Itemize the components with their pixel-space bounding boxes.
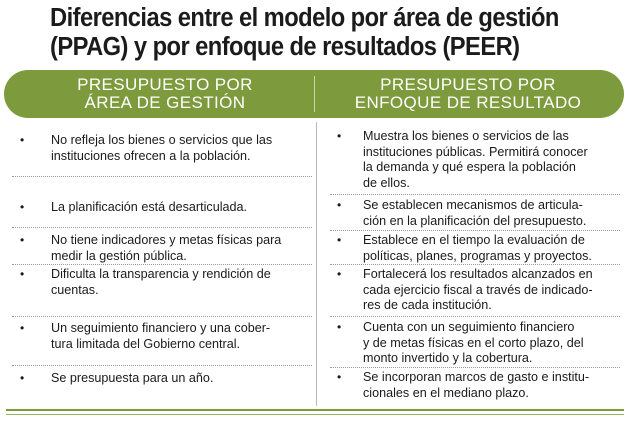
item-line: Muestra los bienes o servicios de las (363, 129, 569, 143)
item-line: medir la gestión pública. (51, 248, 187, 263)
row-separator (330, 194, 620, 195)
left-list-item (20, 267, 304, 298)
item-line: Establece en el tiempo la evaluación de (363, 233, 585, 247)
column-divider (316, 122, 317, 406)
item-line: instituciones ofrecen a la población. (51, 148, 251, 163)
bullet: • (20, 321, 25, 335)
bullet: • (20, 267, 25, 281)
item-line: la demanda y qué espera la población (363, 160, 576, 175)
left-header-line-2: ÁREA DE GESTIÓN (84, 92, 246, 112)
bottom-rule-thin (6, 414, 624, 415)
item-line: cuentas. (51, 282, 99, 297)
item-line: políticas, planes, programas y proyectos. (363, 248, 592, 263)
header-divider (314, 76, 315, 112)
left-list-item (20, 371, 304, 387)
item-line: Fortalecerá los resultados alcanzados en (363, 267, 593, 281)
bullet: • (337, 198, 342, 212)
bullet: • (337, 370, 342, 384)
row-separator (12, 176, 312, 177)
row-separator (330, 264, 620, 265)
row-separator (12, 365, 312, 366)
item-line: No refleja los bienes o servicios que las (51, 133, 273, 147)
left-column-header (40, 76, 290, 111)
item-line: Cuenta con un seguimiento financiero (363, 320, 575, 334)
item-line: res de cada institución. (363, 298, 492, 313)
bullet: • (20, 233, 25, 247)
item-line: monto invertido y la cobertura. (363, 351, 533, 366)
right-list-item (337, 129, 623, 191)
item-line: tura limitada del Gobierno central. (51, 336, 241, 351)
bullet: • (337, 320, 342, 334)
right-list-item (337, 370, 623, 401)
bottom-rule (6, 409, 624, 411)
item-line: de ellos. (363, 175, 410, 190)
bullet: • (337, 267, 342, 281)
item-line: cionales en el mediano plazo. (363, 385, 529, 400)
row-separator (12, 227, 312, 228)
item-line: Dificulta la transparencia y rendición de (51, 267, 271, 281)
item-line: Se presupuesta para un año. (51, 371, 214, 385)
title-line-1: Diferencias entre el modelo por área de gestión (50, 4, 559, 32)
row-separator (12, 316, 312, 317)
title-line-2: (PPAG) y por enfoque de resultados (PEER) (50, 33, 520, 61)
right-column-header (332, 76, 604, 111)
item-line: Un seguimiento financiero y una cober- (51, 321, 271, 335)
bullet: • (337, 233, 342, 247)
item-line: La planificación está desarticulada. (51, 200, 248, 214)
row-separator (330, 316, 620, 317)
item-line: Se establecen mecanismos de articula- (363, 198, 583, 212)
item-line: Se incorporan marcos de gasto e institu- (363, 370, 590, 384)
page-title (50, 4, 580, 62)
left-header-line-1: PRESUPUESTO POR (77, 75, 253, 94)
bullet: • (337, 129, 342, 143)
item-line: instituciones públicas. Permitirá conocer (363, 144, 588, 159)
left-list-item (20, 233, 304, 264)
item-line: ción en la planificación del presupuesto. (363, 213, 587, 228)
bullet: • (20, 200, 25, 214)
left-list-item (20, 133, 304, 164)
item-line: No tiene indicadores y metas físicas para (51, 233, 282, 247)
right-header-line-1: PRESUPUESTO POR (380, 75, 556, 94)
item-line: y de metas físicas en el corto plazo, del (363, 335, 584, 350)
row-separator (12, 264, 312, 265)
right-header-line-2: ENFOQUE DE RESULTADO (354, 92, 582, 112)
left-list-item (20, 321, 304, 352)
item-line: cada ejercicio fiscal a través de indicado- (363, 282, 593, 297)
right-list-item (337, 267, 623, 314)
row-separator (330, 367, 620, 368)
right-list-item (337, 233, 623, 264)
bullet: • (20, 133, 25, 147)
left-list-item (20, 200, 304, 216)
right-list-item (337, 320, 623, 367)
row-separator (330, 230, 620, 231)
bullet: • (20, 371, 25, 385)
right-list-item (337, 198, 623, 229)
